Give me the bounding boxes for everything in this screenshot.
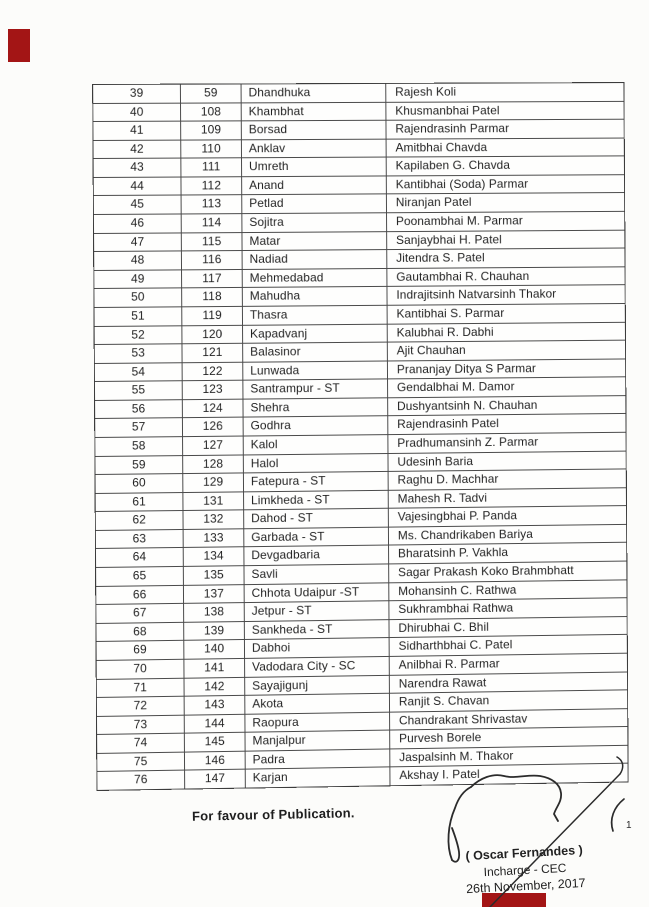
serial-number-cell: 42 xyxy=(93,140,181,158)
serial-number-cell: 64 xyxy=(96,548,184,567)
candidate-name-cell: Sagar Prakash Koko Brahmbhatt xyxy=(398,563,574,580)
seat-number-cell: 123 xyxy=(183,381,244,399)
constituency-cell: Umreth xyxy=(242,158,387,176)
seat-number-cell: 141 xyxy=(184,659,245,677)
candidate-name-cell: Rajendrasinh Parmar xyxy=(395,121,510,136)
seat-number-cell: 128 xyxy=(183,455,244,473)
seat-number-cell: 131 xyxy=(183,492,244,510)
constituency-cell: Padra xyxy=(246,749,391,769)
serial-number-cell: 51 xyxy=(95,307,183,325)
seat-number-cell: 127 xyxy=(183,437,244,455)
constituency-cell: Garbada - ST xyxy=(244,527,389,546)
serial-number-cell: 56 xyxy=(95,400,183,418)
constituency-cell: Devgadbaria xyxy=(244,546,389,565)
constituency-cell: Anand xyxy=(242,176,387,194)
candidate-name-cell: Sukhrambhai Rathwa xyxy=(398,600,514,617)
serial-number-cell: 72 xyxy=(97,697,185,716)
candidate-name-cell: Ajit Chauhan xyxy=(396,343,466,358)
page-mark xyxy=(612,799,632,831)
constituency-cell: Limkheda - ST xyxy=(244,491,389,510)
serial-number-cell: 53 xyxy=(95,344,183,362)
constituency-cell: Kapadvanj xyxy=(243,324,388,343)
seat-number-cell: 122 xyxy=(183,362,244,380)
candidate-name-cell: Sanjaybhai H. Patel xyxy=(396,232,502,247)
serial-number-cell: 52 xyxy=(95,326,183,344)
constituency-cell: Mehmedabad xyxy=(243,269,388,288)
candidate-name-cell: Pradhumansinh Z. Parmar xyxy=(397,434,539,450)
seat-number-cell: 116 xyxy=(182,251,243,269)
constituency-cell: Balasinor xyxy=(243,343,388,362)
constituency-cell: Sayajigunj xyxy=(245,675,390,695)
serial-number-cell: 41 xyxy=(93,122,181,140)
serial-number-cell: 69 xyxy=(97,641,185,660)
candidate-name-cell: Ms. Chandrikaben Bariya xyxy=(397,526,533,543)
constituency-cell: Lunwada xyxy=(243,361,388,380)
seat-number-cell: 113 xyxy=(182,196,243,214)
constituency-cell: Godhra xyxy=(244,417,389,436)
candidate-name-cell: Dushyantsinh N. Chauhan xyxy=(397,397,538,413)
candidate-name-cell: Raghu D. Machhar xyxy=(397,471,499,487)
candidate-name-cell: Poonambhai M. Parmar xyxy=(395,213,523,229)
constituency-cell: Dhandhuka xyxy=(242,84,387,102)
publication-note: For favour of Publication. xyxy=(191,805,355,824)
constituency-cell: Shehra xyxy=(243,398,388,417)
seat-number-cell: 134 xyxy=(184,548,245,566)
page-number: 1 xyxy=(626,820,632,831)
serial-number-cell: 39 xyxy=(93,85,181,103)
serial-number-cell: 57 xyxy=(95,419,183,437)
seat-number-cell: 118 xyxy=(182,288,243,306)
seat-number-cell: 109 xyxy=(181,122,242,140)
constituency-cell: Sojitra xyxy=(242,213,387,231)
candidate-name-cell: Indrajitsinh Natvarsinh Thakor xyxy=(396,287,557,303)
constituency-cell: Santrampur - ST xyxy=(243,380,388,399)
serial-number-cell: 46 xyxy=(94,215,182,233)
seat-number-cell: 112 xyxy=(181,177,242,195)
candidate-name-cell: Vajesingbhai P. Panda xyxy=(397,508,518,524)
candidate-name-cell: Kantibhai S. Parmar xyxy=(396,305,505,321)
serial-number-cell: 50 xyxy=(94,289,182,307)
seat-number-cell: 140 xyxy=(184,640,245,658)
serial-number-cell: 67 xyxy=(96,604,184,623)
serial-number-cell: 68 xyxy=(96,623,184,642)
seat-number-cell: 135 xyxy=(184,566,245,584)
constituency-cell: Khambhat xyxy=(242,102,387,120)
serial-number-cell: 74 xyxy=(97,734,185,753)
candidate-name-cell: Rajesh Koli xyxy=(395,84,457,99)
signature-block xyxy=(452,841,598,898)
table-row xyxy=(93,120,623,141)
seat-number-cell: 138 xyxy=(184,603,245,621)
constituency-cell: Borsad xyxy=(242,121,387,139)
constituency-cell: Anklav xyxy=(242,139,387,157)
serial-number-cell: 75 xyxy=(97,752,185,771)
seat-number-cell: 115 xyxy=(182,233,243,251)
candidate-name-cell: Amitbhai Chavda xyxy=(395,139,488,155)
serial-number-cell: 54 xyxy=(95,363,183,381)
seat-number-cell: 120 xyxy=(182,325,243,343)
signature-date: 26th November, 2017 xyxy=(465,875,586,897)
serial-number-cell: 44 xyxy=(94,177,182,195)
seat-number-cell: 126 xyxy=(183,418,244,436)
serial-number-cell: 55 xyxy=(95,381,183,399)
constituency-cell: Karjan xyxy=(246,768,391,788)
constituency-cell: Matar xyxy=(242,232,387,250)
candidate-name-cell: Niranjan Patel xyxy=(395,195,472,210)
table-row xyxy=(93,83,623,104)
seat-number-cell: 108 xyxy=(181,103,242,121)
seat-number-cell: 129 xyxy=(183,474,244,492)
candidate-name-cell: Narendra Rawat xyxy=(398,674,487,691)
seat-number-cell: 117 xyxy=(182,270,243,288)
serial-number-cell: 61 xyxy=(96,493,184,512)
serial-number-cell: 63 xyxy=(96,530,184,549)
candidate-name-cell: Akshay I. Patel xyxy=(399,767,480,783)
serial-number-cell: 59 xyxy=(95,456,183,474)
serial-number-cell: 70 xyxy=(97,660,185,679)
candidate-name-cell: Gautambhai R. Chauhan xyxy=(396,268,530,284)
serial-number-cell: 60 xyxy=(96,474,184,492)
candidate-name-cell: Anilbhai R. Parmar xyxy=(398,656,500,672)
serial-number-cell: 66 xyxy=(96,585,184,604)
constituency-cell: Vadodara City - SC xyxy=(245,657,390,677)
serial-number-cell: 73 xyxy=(97,715,185,734)
serial-number-cell: 45 xyxy=(94,196,182,214)
candidate-name-cell: Kapilaben G. Chavda xyxy=(395,158,511,173)
seat-number-cell: 147 xyxy=(185,770,246,788)
candidate-name-cell: Ranjit S. Chavan xyxy=(398,693,490,709)
candidate-name-cell: Bharatsinh P. Vakhla xyxy=(397,545,509,561)
constituency-cell: Dabhoi xyxy=(245,638,390,657)
constituency-cell: Kalol xyxy=(244,435,389,454)
seat-number-cell: 146 xyxy=(185,751,246,769)
seat-number-cell: 144 xyxy=(185,714,246,732)
serial-number-cell: 49 xyxy=(94,270,182,288)
candidate-name-cell: Jaspalsinh M. Thakor xyxy=(399,748,514,765)
candidate-name-cell: Prananjay Ditya S Parmar xyxy=(396,360,536,377)
serial-number-cell: 71 xyxy=(97,678,185,697)
constituency-cell: Dahod - ST xyxy=(244,509,389,528)
candidate-name-cell: Khusmanbhai Patel xyxy=(395,102,500,118)
seat-number-cell: 119 xyxy=(182,307,243,325)
candidate-name-cell: Mahesh R. Tadvi xyxy=(397,490,488,506)
candidate-name-cell: Jitendra S. Patel xyxy=(396,250,485,266)
constituency-cell: Jetpur - ST xyxy=(245,601,390,620)
constituency-cell: Thasra xyxy=(243,306,388,325)
seat-number-cell: 121 xyxy=(182,344,243,362)
candidate-name-cell: Sidharthbhai C. Patel xyxy=(398,637,513,654)
constituency-cell: Akota xyxy=(245,694,390,714)
constituency-cell: Halol xyxy=(244,454,389,473)
seat-number-cell: 124 xyxy=(183,399,244,417)
seat-number-cell: 137 xyxy=(184,585,245,603)
constituency-cell: Chhota Udaipur -ST xyxy=(245,583,390,602)
serial-number-cell: 48 xyxy=(94,252,182,270)
constituency-cell: Mahudha xyxy=(243,287,388,306)
candidate-name-cell: Gendalbhai M. Damor xyxy=(396,379,515,395)
constituency-cell: Manjalpur xyxy=(245,731,390,751)
candidate-name-cell: Dhirubhai C. Bhil xyxy=(398,619,489,635)
candidate-name-cell: Purvesh Borele xyxy=(399,730,482,746)
constituency-cell: Sankheda - ST xyxy=(245,620,390,639)
serial-number-cell: 40 xyxy=(93,103,181,121)
seat-number-cell: 145 xyxy=(185,733,246,751)
candidate-name-cell: Kalubhai R. Dabhi xyxy=(396,324,494,340)
serial-number-cell: 47 xyxy=(94,233,182,251)
candidate-name-cell: Udesinh Baria xyxy=(397,453,474,469)
seat-number-cell: 142 xyxy=(185,677,246,695)
seat-number-cell: 111 xyxy=(181,159,242,177)
serial-number-cell: 43 xyxy=(94,159,182,177)
candidate-name-cell: Rajendrasinh Patel xyxy=(397,416,500,432)
serial-number-cell: 65 xyxy=(96,567,184,586)
candidate-name-cell: Mohansinh C. Rathwa xyxy=(398,582,517,598)
seat-number-cell: 139 xyxy=(184,622,245,640)
red-mark-top-left xyxy=(8,29,30,62)
seat-number-cell: 59 xyxy=(181,84,242,102)
candidate-name-cell: Kantibhai (Soda) Parmar xyxy=(395,176,529,192)
serial-number-cell: 62 xyxy=(96,511,184,530)
seat-number-cell: 110 xyxy=(181,140,242,158)
seat-number-cell: 143 xyxy=(185,696,246,714)
serial-number-cell: 76 xyxy=(97,771,185,790)
signatory-name: ( Oscar Fernandes ) xyxy=(465,842,584,864)
constituency-cell: Raopura xyxy=(245,712,390,732)
table-row xyxy=(93,101,623,122)
constituency-cell: Fatepura - ST xyxy=(244,472,389,491)
constituency-cell: Petlad xyxy=(242,195,387,213)
seat-number-cell: 114 xyxy=(182,214,243,232)
candidate-roster-table xyxy=(92,82,629,791)
constituency-cell: Nadiad xyxy=(243,250,388,268)
roster-table-body xyxy=(93,83,628,790)
constituency-cell: Savli xyxy=(244,564,389,583)
candidate-name-cell: Chandrakant Shrivastav xyxy=(398,711,528,728)
seat-number-cell: 133 xyxy=(184,529,245,547)
signatory-title: Incharge - CEC xyxy=(483,860,567,880)
seat-number-cell: 132 xyxy=(183,511,244,529)
serial-number-cell: 58 xyxy=(95,437,183,455)
